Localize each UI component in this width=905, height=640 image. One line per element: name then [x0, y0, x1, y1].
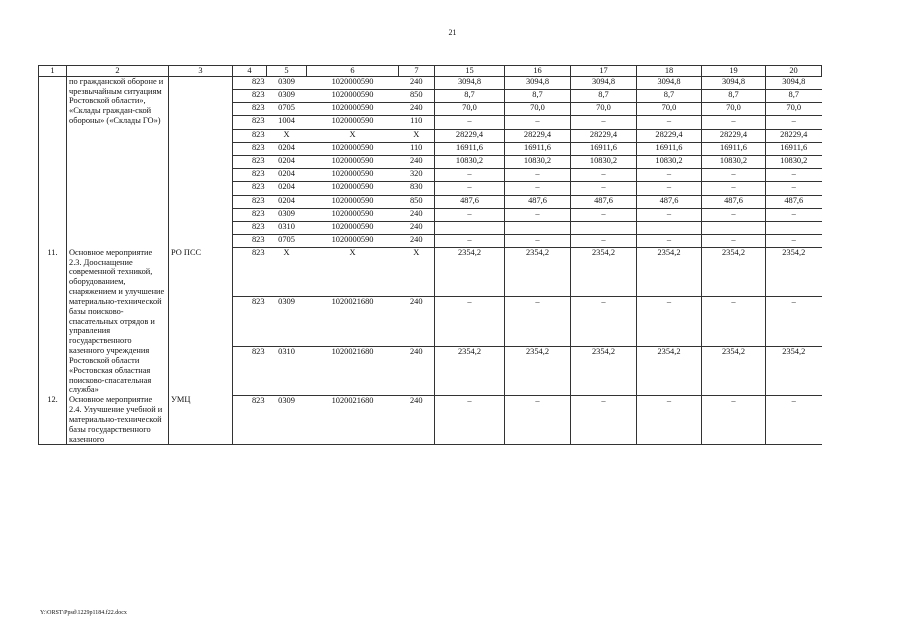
cell-v17: 10830,2 — [571, 155, 637, 168]
cell-v17: – — [571, 182, 637, 195]
row-executor — [169, 76, 233, 247]
cell-v18: 8,7 — [637, 90, 702, 103]
cell-v20: – — [766, 395, 822, 445]
cell-v18: 3094,8 — [637, 76, 702, 89]
cell-v16: 487,6 — [505, 195, 571, 208]
cell-v16: – — [505, 235, 571, 248]
cell-c6: 1020021680 — [307, 395, 399, 445]
cell-c5: Х — [267, 129, 307, 142]
cell-v19: 487,6 — [702, 195, 766, 208]
cell-v19: 70,0 — [702, 103, 766, 116]
cell-c7: 240 — [399, 235, 435, 248]
cell-v15: – — [435, 116, 505, 129]
cell-v17: – — [571, 169, 637, 182]
header-row — [39, 66, 822, 77]
cell-v16: 16911,6 — [505, 142, 571, 155]
cell-c7: 240 — [399, 395, 435, 445]
cell-v15: 487,6 — [435, 195, 505, 208]
cell-v17: 2354,2 — [571, 248, 637, 297]
cell-v15: 2354,2 — [435, 248, 505, 297]
cell-c4: 823 — [233, 116, 267, 129]
cell-v18: – — [637, 208, 702, 221]
cell-c4: 823 — [233, 142, 267, 155]
row-name: Основное мероприятие 2.4. Улучшение учебной и материально-технической базы государственного казенного — [67, 395, 169, 445]
cell-v16: 10830,2 — [505, 155, 571, 168]
cell-v16: 3094,8 — [505, 76, 571, 89]
budget-table — [38, 65, 822, 445]
cell-v17 — [571, 221, 637, 234]
cell-v20: 16911,6 — [766, 142, 822, 155]
cell-v18: – — [637, 169, 702, 182]
row-name: Основное мероприятие 2.3. Дооснащение современной техникой, оборудованием, снаряжением и улучшение материально-технической базы поисково-спасательных отрядов и управления государственного казенного учреждения Ростовской области «Ростовская областная поисково-спасательная служба» — [67, 248, 169, 395]
column-header: 17 — [571, 66, 637, 77]
column-header: 19 — [702, 66, 766, 77]
cell-v19: – — [702, 182, 766, 195]
cell-v16: – — [505, 169, 571, 182]
cell-c6: 1020000590 — [307, 142, 399, 155]
cell-v15: – — [435, 182, 505, 195]
cell-v20: – — [766, 116, 822, 129]
cell-c6: 1020000590 — [307, 90, 399, 103]
cell-v16: 28229,4 — [505, 129, 571, 142]
cell-c6: 1020021680 — [307, 346, 399, 395]
cell-v15: – — [435, 208, 505, 221]
cell-v18: 2354,2 — [637, 248, 702, 297]
cell-c6: 1020000590 — [307, 195, 399, 208]
row-name: по гражданской обороне и чрезвычайным ситуациям Ростовской области», «Склады граждан-ской обороны» («Склады ГО») — [67, 76, 169, 247]
cell-c4: 823 — [233, 169, 267, 182]
row-number — [39, 76, 67, 247]
cell-v19: 10830,2 — [702, 155, 766, 168]
row-number: 12. — [39, 395, 67, 445]
cell-v16: 2354,2 — [505, 248, 571, 297]
cell-v15 — [435, 221, 505, 234]
cell-c7: 240 — [399, 208, 435, 221]
cell-v17: – — [571, 297, 637, 346]
cell-c4: 823 — [233, 208, 267, 221]
cell-c5: 0310 — [267, 346, 307, 395]
cell-v15: – — [435, 235, 505, 248]
cell-v16: 8,7 — [505, 90, 571, 103]
cell-v20: 10830,2 — [766, 155, 822, 168]
cell-v18: 2354,2 — [637, 346, 702, 395]
cell-c5: 0705 — [267, 235, 307, 248]
cell-c4: 823 — [233, 221, 267, 234]
cell-v17: 487,6 — [571, 195, 637, 208]
cell-c4: 823 — [233, 90, 267, 103]
cell-v20: 2354,2 — [766, 248, 822, 297]
column-header: 6 — [307, 66, 399, 77]
page-number: 21 — [448, 28, 457, 37]
cell-v15: 3094,8 — [435, 76, 505, 89]
cell-v15: 10830,2 — [435, 155, 505, 168]
cell-c6: Х — [307, 129, 399, 142]
cell-c5: Х — [267, 248, 307, 297]
column-header: 7 — [399, 66, 435, 77]
cell-c7: 110 — [399, 142, 435, 155]
cell-c7: 240 — [399, 221, 435, 234]
column-header: 16 — [505, 66, 571, 77]
cell-c7: 240 — [399, 346, 435, 395]
cell-c6: 1020000590 — [307, 235, 399, 248]
cell-v17: 2354,2 — [571, 346, 637, 395]
cell-v15: – — [435, 395, 505, 445]
cell-v17: – — [571, 208, 637, 221]
cell-c5: 0309 — [267, 90, 307, 103]
cell-c7: 850 — [399, 90, 435, 103]
cell-v16: – — [505, 297, 571, 346]
cell-c7: 240 — [399, 76, 435, 89]
cell-c4: 823 — [233, 346, 267, 395]
cell-c5: 0309 — [267, 208, 307, 221]
cell-c7: 240 — [399, 155, 435, 168]
cell-c6: 1020000590 — [307, 182, 399, 195]
cell-c6: 1020000590 — [307, 169, 399, 182]
cell-v15: 16911,6 — [435, 142, 505, 155]
cell-c4: 823 — [233, 395, 267, 445]
cell-c7: 240 — [399, 103, 435, 116]
cell-v17: – — [571, 395, 637, 445]
table-row — [39, 76, 822, 89]
cell-v19: – — [702, 235, 766, 248]
cell-c6: 1020000590 — [307, 103, 399, 116]
cell-v18: 487,6 — [637, 195, 702, 208]
cell-c4: 823 — [233, 129, 267, 142]
cell-v20: 28229,4 — [766, 129, 822, 142]
cell-c7: Х — [399, 248, 435, 297]
cell-v20: – — [766, 169, 822, 182]
cell-v20: 3094,8 — [766, 76, 822, 89]
cell-c5: 0310 — [267, 221, 307, 234]
cell-v19: – — [702, 297, 766, 346]
cell-c7: Х — [399, 129, 435, 142]
cell-c7: 110 — [399, 116, 435, 129]
table-row — [39, 395, 822, 445]
cell-c4: 823 — [233, 103, 267, 116]
cell-c5: 0204 — [267, 155, 307, 168]
cell-c7: 240 — [399, 297, 435, 346]
cell-v19: 16911,6 — [702, 142, 766, 155]
row-executor: РО ПСС — [169, 248, 233, 395]
cell-v20: – — [766, 208, 822, 221]
cell-c6: Х — [307, 248, 399, 297]
column-header: 1 — [39, 66, 67, 77]
cell-c5: 0309 — [267, 297, 307, 346]
cell-v20: 70,0 — [766, 103, 822, 116]
cell-v20: – — [766, 297, 822, 346]
cell-v20: – — [766, 182, 822, 195]
cell-c6: 1020000590 — [307, 221, 399, 234]
cell-c4: 823 — [233, 76, 267, 89]
cell-v17: 28229,4 — [571, 129, 637, 142]
cell-v16: 2354,2 — [505, 346, 571, 395]
cell-c6: 1020000590 — [307, 208, 399, 221]
cell-v19: 2354,2 — [702, 346, 766, 395]
cell-v16 — [505, 221, 571, 234]
cell-c6: 1020000590 — [307, 116, 399, 129]
cell-c5: 0204 — [267, 142, 307, 155]
cell-c4: 823 — [233, 155, 267, 168]
cell-v15: 28229,4 — [435, 129, 505, 142]
cell-v16: 70,0 — [505, 103, 571, 116]
cell-v15: 2354,2 — [435, 346, 505, 395]
cell-v19: – — [702, 208, 766, 221]
cell-v19: 3094,8 — [702, 76, 766, 89]
cell-c6: 1020021680 — [307, 297, 399, 346]
cell-c4: 823 — [233, 297, 267, 346]
cell-v19: 28229,4 — [702, 129, 766, 142]
cell-c4: 823 — [233, 195, 267, 208]
cell-c5: 0309 — [267, 76, 307, 89]
table-row — [39, 248, 822, 297]
cell-v19: 8,7 — [702, 90, 766, 103]
cell-v20: 2354,2 — [766, 346, 822, 395]
cell-v17: 16911,6 — [571, 142, 637, 155]
cell-v16: – — [505, 116, 571, 129]
cell-v15: – — [435, 297, 505, 346]
cell-v15: 8,7 — [435, 90, 505, 103]
cell-v19 — [702, 221, 766, 234]
row-number: 11. — [39, 248, 67, 395]
cell-c4: 823 — [233, 248, 267, 297]
cell-v20: – — [766, 235, 822, 248]
cell-v17: – — [571, 116, 637, 129]
cell-c4: 823 — [233, 182, 267, 195]
column-header: 2 — [67, 66, 169, 77]
cell-v17: 70,0 — [571, 103, 637, 116]
cell-v17: 8,7 — [571, 90, 637, 103]
cell-c7: 830 — [399, 182, 435, 195]
file-path-footer: Y:\ORST\Ppsd\1229p1184.f22.docx — [40, 610, 127, 616]
cell-c5: 1004 — [267, 116, 307, 129]
cell-v18: 70,0 — [637, 103, 702, 116]
cell-c5: 0204 — [267, 195, 307, 208]
cell-c5: 0204 — [267, 169, 307, 182]
cell-v18 — [637, 221, 702, 234]
column-header: 4 — [233, 66, 267, 77]
cell-c7: 320 — [399, 169, 435, 182]
column-header: 18 — [637, 66, 702, 77]
cell-v17: – — [571, 235, 637, 248]
cell-v19: – — [702, 395, 766, 445]
cell-v20 — [766, 221, 822, 234]
cell-c6: 1020000590 — [307, 76, 399, 89]
column-header: 5 — [267, 66, 307, 77]
cell-c6: 1020000590 — [307, 155, 399, 168]
cell-c5: 0309 — [267, 395, 307, 445]
cell-v18: – — [637, 182, 702, 195]
cell-v15: 70,0 — [435, 103, 505, 116]
cell-v19: – — [702, 116, 766, 129]
cell-v18: – — [637, 116, 702, 129]
cell-v18: – — [637, 395, 702, 445]
cell-v16: – — [505, 395, 571, 445]
cell-v18: 10830,2 — [637, 155, 702, 168]
cell-v17: 3094,8 — [571, 76, 637, 89]
cell-v16: – — [505, 208, 571, 221]
row-executor: УМЦ — [169, 395, 233, 445]
cell-v18: 16911,6 — [637, 142, 702, 155]
cell-v20: 487,6 — [766, 195, 822, 208]
cell-c5: 0705 — [267, 103, 307, 116]
cell-v18: – — [637, 235, 702, 248]
cell-v15: – — [435, 169, 505, 182]
cell-v16: – — [505, 182, 571, 195]
table-body — [39, 66, 822, 445]
cell-v18: – — [637, 297, 702, 346]
cell-c5: 0204 — [267, 182, 307, 195]
cell-v19: – — [702, 169, 766, 182]
cell-c4: 823 — [233, 235, 267, 248]
cell-v19: 2354,2 — [702, 248, 766, 297]
column-header: 3 — [169, 66, 233, 77]
column-header: 20 — [766, 66, 822, 77]
cell-c7: 850 — [399, 195, 435, 208]
cell-v20: 8,7 — [766, 90, 822, 103]
cell-v18: 28229,4 — [637, 129, 702, 142]
column-header: 15 — [435, 66, 505, 77]
